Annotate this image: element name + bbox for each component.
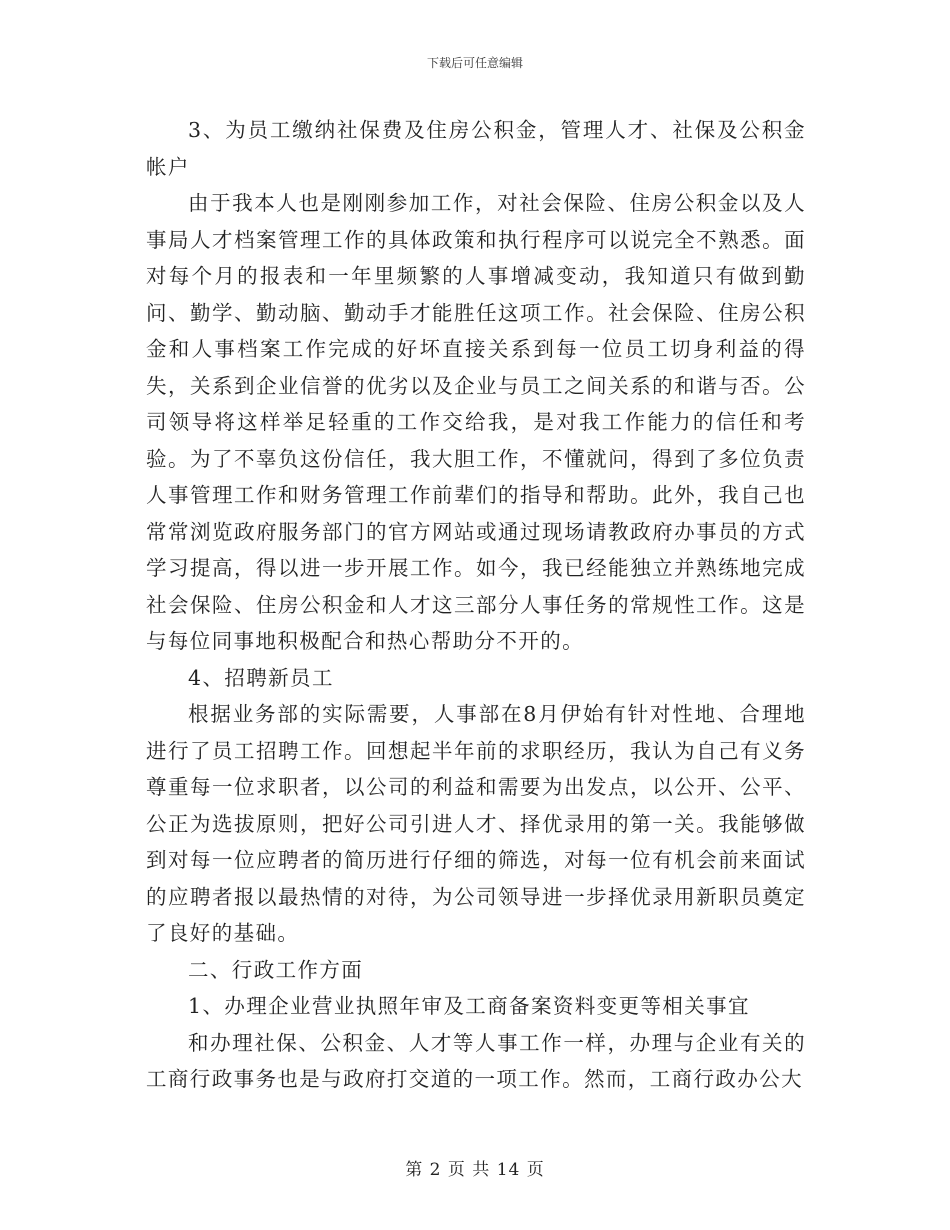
paragraph-item-business-license-heading: 1、办理企业营业执照年审及工商备案资料变更等相关事宜 — [188, 994, 750, 1018]
paragraph-item-social-insurance-heading: 3、为员工缴纳社保费及住房公积金，管理人才、社保及公积金帐户 — [146, 118, 806, 179]
paragraph-recruitment-body: 根据业务部的实际需要，人事部在8月伊始有针对性地、合理地进行了员工招聘工作。回想起半年前的求职经历，我认为自己有义务尊重每一位求职者，以公司的利益和需要为出发点，以公开、公平、公正为选拔原则，把好公司引进人才、择优录用的第一关。我能够做到对每一位应聘者的简历进行仔细的筛选，对每一位有机会前来面试的应聘者报以最热情的对待，为公司领导进一步择优录用新职员奠定了良好的基础。 — [146, 702, 806, 945]
paragraph-business-license-body: 和办理社保、公积金、人才等人事工作一样，办理与企业有关的工商行政事务也是与政府打交道的一项工作。然而，工商行政办公大 — [146, 1030, 806, 1091]
page-header: 下载后可任意编辑 — [426, 56, 523, 70]
paragraph-item-recruitment-heading: 4、招聘新员工 — [188, 665, 334, 690]
document-body — [146, 112, 806, 1098]
paragraph-social-insurance-body: 由于我本人也是刚刚参加工作，对社会保险、住房公积金以及人事局人才档案管理工作的具体政策和执行程序可以说完全不熟悉。面对每个月的报表和一年里频繁的人事增减变动，我知道只有做到勤问、勤学、勤动脑、勤动手才能胜任这项工作。社会保险、住房公积金和人事档案工作完成的好坏直接关系到每一位员工切身利益的得失，关系到企业信誉的优劣以及企业与员工之间关系的和谐与否。公司领导将这样举足轻重的工作交给我，是对我工作能力的信任和考验。为了不辜负这份信任，我大胆工作，不懂就问，得到了多位负责人事管理工作和财务管理工作前辈们的指导和帮助。此外，我自己也常常浏览政府服务部门的官方网站或通过现场请教政府办事员的方式 学习提高，得以进一步开展工作。如今，我已经能独立并熟练地完成社会保险、住房公积金和人才这三部分人事任务的常规性工作。这是与每位同事地积极配合和热心帮助分不开的。 — [146, 191, 806, 653]
section-heading-administration: 二、行政工作方面 — [188, 957, 364, 982]
page-footer: 第 2 页 共 14 页 — [405, 1160, 545, 1180]
